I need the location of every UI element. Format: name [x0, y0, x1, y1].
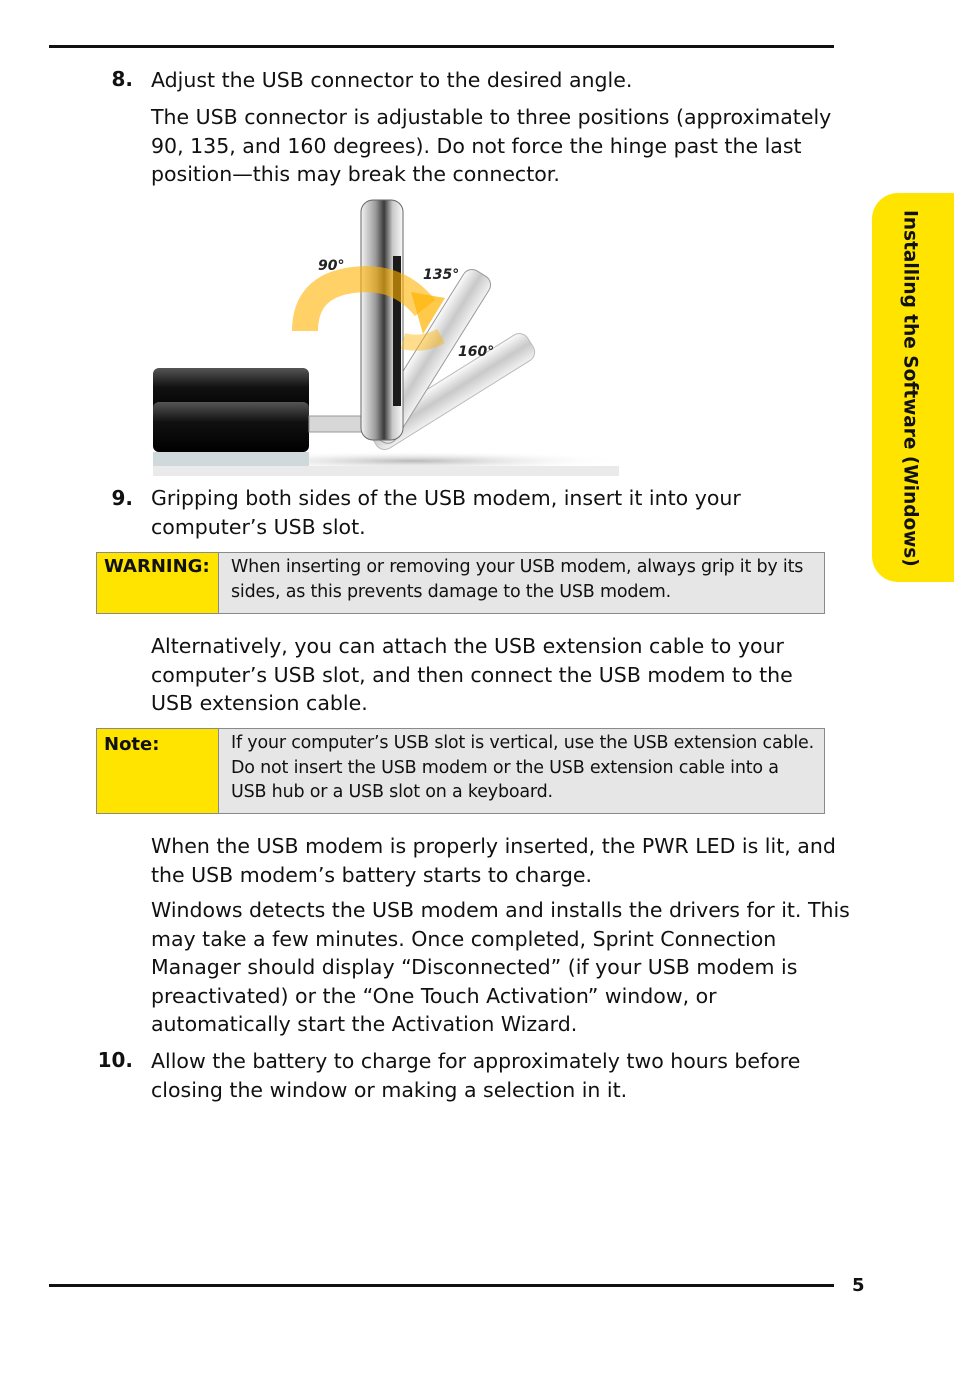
angle-160-label: 160° — [458, 344, 495, 360]
step-9-text: Gripping both sides of the USB modem, insert it into your computer’s USB slot. — [151, 486, 741, 539]
alternative-paragraph: Alternatively, you can attach the USB extension cable to your computer’s USB slot, and then connect the USB modem to the USB extension cable. — [151, 634, 793, 715]
laptop-lower-edge — [153, 402, 309, 452]
warning-text: When inserting or removing your USB modem, always grip it by its sides, as this prevents damage to the USB modem. — [219, 553, 824, 613]
step-9-number: 9. — [111, 486, 133, 510]
warning-label: WARNING: — [97, 553, 219, 613]
angle-135-label: 135° — [423, 267, 460, 283]
usb-angle-illustration — [153, 196, 619, 476]
note-text: If your computer’s USB slot is vertical, use the USB extension cable. Do not insert the USB modem or the USB extension cable into a USB hub or a USB slot on a keyboard. — [219, 729, 824, 813]
step-8-detail: The USB connector is adjustable to three positions (approximately 90, 135, and 160 degrees). Do not force the hinge past the last position—this may break the connector. — [151, 105, 832, 186]
usb-modem-90-position — [361, 200, 403, 440]
step-10-number: 10. — [97, 1048, 133, 1072]
warning-callout — [96, 552, 825, 614]
note-label: Note: — [97, 729, 219, 813]
page-number: 5 — [852, 1275, 865, 1296]
chapter-side-tab-label: Installing the Software (Windows) — [899, 209, 921, 567]
bottom-rule — [49, 1284, 834, 1287]
step-8-number: 8. — [111, 67, 133, 91]
step-8-title: Adjust the USB connector to the desired angle. — [151, 68, 633, 92]
note-callout — [96, 728, 825, 814]
usb-connector-angle-figure — [153, 196, 619, 476]
windows-paragraph: Windows detects the USB modem and installs the drivers for it. This may take a few minutes. Once completed, Sprint Connection Manager should display “Disconnected” (if your USB modem is preactivated) or the “One Touch Activation” window, or automatically start the Activation Wizard. — [151, 898, 850, 1036]
step-10-text: Allow the battery to charge for approximately two hours before closing the window or making a selection in it. — [151, 1049, 801, 1102]
top-rule — [49, 45, 834, 48]
angle-90-label: 90° — [318, 258, 345, 274]
inserted-paragraph: When the USB modem is properly inserted, the PWR LED is lit, and the USB modem’s battery starts to charge. — [151, 834, 836, 887]
